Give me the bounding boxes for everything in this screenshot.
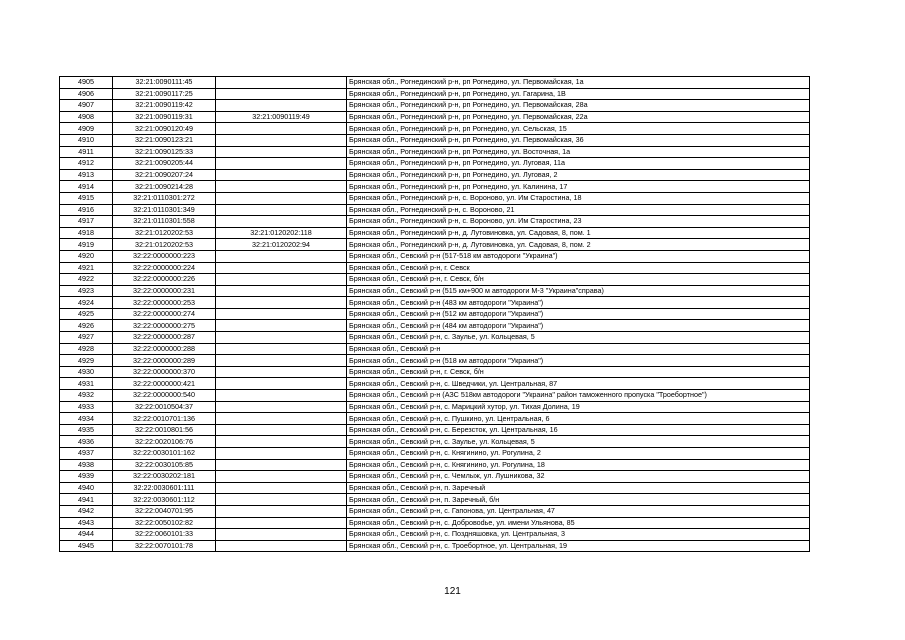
related-cadastral-number-cell (216, 413, 347, 425)
cadastral-number-cell: 32:22:0020106:76 (113, 436, 216, 448)
address-cell: Брянская обл., Севский р-н, с. Княгинино, ул. Рогулина, 18 (347, 459, 810, 471)
row-number-cell: 4925 (60, 308, 113, 320)
related-cadastral-number-cell (216, 378, 347, 390)
row-number-cell: 4928 (60, 343, 113, 355)
related-cadastral-number-cell (216, 505, 347, 517)
row-number-cell: 4921 (60, 262, 113, 274)
address-cell: Брянская обл., Севский р-н, г. Севск (347, 262, 810, 274)
cadastral-number-cell: 32:22:0000000:288 (113, 343, 216, 355)
cadastral-number-cell: 32:21:0120202:53 (113, 239, 216, 251)
cadastral-number-cell: 32:21:0090205:44 (113, 158, 216, 170)
address-cell: Брянская обл., Рогнединский р-н, с. Вороново, ул. Им Старостина, 18 (347, 192, 810, 204)
table-row (60, 366, 810, 378)
address-cell: Брянская обл., Рогнединский р-н, рп Рогнедино, ул. Первомайская, 28а (347, 100, 810, 112)
address-cell: Брянская обл., Рогнединский р-н, рп Рогнедино, ул. Калинина, 17 (347, 181, 810, 193)
row-number-cell: 4916 (60, 204, 113, 216)
row-number-cell: 4917 (60, 216, 113, 228)
table-row (60, 308, 810, 320)
table-row (60, 390, 810, 402)
cadastral-number-cell: 32:22:0060101:33 (113, 529, 216, 541)
related-cadastral-number-cell (216, 494, 347, 506)
cadastral-number-cell: 32:21:0090119:31 (113, 111, 216, 123)
table-row (60, 424, 810, 436)
address-cell: Брянская обл., Севский р-н (515 км+900 м автодороги М-3 "Украина"справа) (347, 285, 810, 297)
address-cell: Брянская обл., Севский р-н (517-518 км автодороги "Украина") (347, 250, 810, 262)
row-number-cell: 4920 (60, 250, 113, 262)
related-cadastral-number-cell (216, 320, 347, 332)
row-number-cell: 4937 (60, 448, 113, 460)
related-cadastral-number-cell (216, 436, 347, 448)
row-number-cell: 4930 (60, 366, 113, 378)
related-cadastral-number-cell (216, 482, 347, 494)
row-number-cell: 4910 (60, 134, 113, 146)
cadastral-number-cell: 32:21:0110301:272 (113, 192, 216, 204)
table-row (60, 88, 810, 100)
row-number-cell: 4911 (60, 146, 113, 158)
row-number-cell: 4912 (60, 158, 113, 170)
table-row (60, 227, 810, 239)
address-cell: Брянская обл., Рогнединский р-н, рп Рогнедино, ул. Восточная, 1а (347, 146, 810, 158)
address-cell: Брянская обл., Рогнединский р-н, рп Рогнедино, ул. Первомайская, 36 (347, 134, 810, 146)
address-cell: Брянская обл., Севский р-н, п. Заречный, б/н (347, 494, 810, 506)
related-cadastral-number-cell (216, 192, 347, 204)
address-cell: Брянская обл., Севский р-н, г. Севск, б/н (347, 366, 810, 378)
cadastral-number-cell: 32:22:0070101:78 (113, 540, 216, 552)
related-cadastral-number-cell (216, 332, 347, 344)
address-cell: Брянская обл., Севский р-н, с. Пушкино, ул. Центральная, 6 (347, 413, 810, 425)
table-row (60, 134, 810, 146)
related-cadastral-number-cell (216, 343, 347, 355)
row-number-cell: 4914 (60, 181, 113, 193)
table-row (60, 448, 810, 460)
address-cell: Брянская обл., Севский р-н, с. Марицкий хутор, ул. Тихая Долина, 19 (347, 401, 810, 413)
row-number-cell: 4927 (60, 332, 113, 344)
address-cell: Брянская обл., Севский р-н, с. Добровоdье, ул. имени Ульянова, 85 (347, 517, 810, 529)
row-number-cell: 4906 (60, 88, 113, 100)
cadastral-number-cell: 32:22:0000000:226 (113, 274, 216, 286)
related-cadastral-number-cell (216, 448, 347, 460)
table-row (60, 401, 810, 413)
row-number-cell: 4918 (60, 227, 113, 239)
related-cadastral-number-cell: 32:21:0090119:49 (216, 111, 347, 123)
cadastral-number-cell: 32:22:0030601:112 (113, 494, 216, 506)
related-cadastral-number-cell (216, 308, 347, 320)
table-row (60, 355, 810, 367)
row-number-cell: 4907 (60, 100, 113, 112)
address-cell: Брянская обл., Рогнединский р-н, д. Лутовиновка, ул. Садовая, 8, пом. 2 (347, 239, 810, 251)
address-cell: Брянская обл., Севский р-н (512 км автодороги "Украина") (347, 308, 810, 320)
address-cell: Брянская обл., Рогнединский р-н, рп Рогнедино, ул. Гагарина, 1В (347, 88, 810, 100)
address-cell: Брянская обл., Севский р-н, с. Чемлыж, ул. Лушникова, 32 (347, 471, 810, 483)
cadastral-number-cell: 32:22:0030105:85 (113, 459, 216, 471)
row-number-cell: 4942 (60, 505, 113, 517)
row-number-cell: 4941 (60, 494, 113, 506)
cadastral-number-cell: 32:21:0120202:53 (113, 227, 216, 239)
address-cell: Брянская обл., Севский р-н (347, 343, 810, 355)
related-cadastral-number-cell (216, 274, 347, 286)
table-row (60, 274, 810, 286)
related-cadastral-number-cell (216, 471, 347, 483)
page-number: 121 (444, 586, 461, 597)
table-row (60, 529, 810, 541)
address-cell: Брянская обл., Севский р-н, с. Березсток, ул. Центральная, 16 (347, 424, 810, 436)
related-cadastral-number-cell (216, 366, 347, 378)
related-cadastral-number-cell (216, 285, 347, 297)
cadastral-number-cell: 32:22:0000000:287 (113, 332, 216, 344)
address-cell: Брянская обл., Севский р-н, г. Севск, б/н (347, 274, 810, 286)
cadastral-number-cell: 32:22:0000000:540 (113, 390, 216, 402)
row-number-cell: 4922 (60, 274, 113, 286)
cadastral-number-cell: 32:21:0110301:558 (113, 216, 216, 228)
row-number-cell: 4924 (60, 297, 113, 309)
cadastral-number-cell: 32:22:0030101:162 (113, 448, 216, 460)
related-cadastral-number-cell (216, 123, 347, 135)
related-cadastral-number-cell: 32:21:0120202:94 (216, 239, 347, 251)
cadastral-number-cell: 32:22:0000000:370 (113, 366, 216, 378)
table-row (60, 192, 810, 204)
table-row (60, 343, 810, 355)
cadastral-number-cell: 32:21:0090120:49 (113, 123, 216, 135)
row-number-cell: 4908 (60, 111, 113, 123)
table-row (60, 471, 810, 483)
address-cell: Брянская обл., Севский р-н, с. Шведчики, ул. Центральная, 87 (347, 378, 810, 390)
cadastral-number-cell: 32:22:0000000:224 (113, 262, 216, 274)
table-row (60, 505, 810, 517)
row-number-cell: 4932 (60, 390, 113, 402)
address-cell: Брянская обл., Севский р-н, п. Заречный (347, 482, 810, 494)
address-cell: Брянская обл., Севский р-н, с. Поздняшовка, ул. Центральная, 3 (347, 529, 810, 541)
table-row (60, 320, 810, 332)
table-row (60, 204, 810, 216)
table-row (60, 77, 810, 89)
row-number-cell: 4923 (60, 285, 113, 297)
row-number-cell: 4909 (60, 123, 113, 135)
table-row (60, 436, 810, 448)
row-number-cell: 4940 (60, 482, 113, 494)
cadastral-number-cell: 32:21:0090117:25 (113, 88, 216, 100)
cadastral-number-cell: 32:22:0000000:253 (113, 297, 216, 309)
row-number-cell: 4919 (60, 239, 113, 251)
table-row (60, 250, 810, 262)
row-number-cell: 4936 (60, 436, 113, 448)
related-cadastral-number-cell (216, 540, 347, 552)
related-cadastral-number-cell (216, 216, 347, 228)
related-cadastral-number-cell (216, 424, 347, 436)
table-row (60, 413, 810, 425)
row-number-cell: 4943 (60, 517, 113, 529)
related-cadastral-number-cell (216, 297, 347, 309)
table-row (60, 181, 810, 193)
cadastral-number-cell: 32:22:0030601:111 (113, 482, 216, 494)
table-row (60, 332, 810, 344)
property-registry-table (59, 76, 810, 552)
address-cell: Брянская обл., Севский р-н (483 км автодороги "Украина") (347, 297, 810, 309)
table-row (60, 158, 810, 170)
cadastral-number-cell: 32:22:0050102:82 (113, 517, 216, 529)
cadastral-number-cell: 32:21:0090123:21 (113, 134, 216, 146)
related-cadastral-number-cell (216, 169, 347, 181)
cadastral-number-cell: 32:22:0010504:37 (113, 401, 216, 413)
row-number-cell: 4935 (60, 424, 113, 436)
table-row (60, 378, 810, 390)
table-row (60, 517, 810, 529)
cadastral-number-cell: 32:22:0000000:231 (113, 285, 216, 297)
cadastral-number-cell: 32:22:0000000:275 (113, 320, 216, 332)
address-cell: Брянская обл., Рогнединский р-н, рп Рогнедино, ул. Луговая, 2 (347, 169, 810, 181)
table-row (60, 285, 810, 297)
address-cell: Брянская обл., Рогнединский р-н, д. Лутовиновка, ул. Садовая, 8, пом. 1 (347, 227, 810, 239)
cadastral-number-cell: 32:22:0000000:274 (113, 308, 216, 320)
table-row (60, 262, 810, 274)
related-cadastral-number-cell (216, 390, 347, 402)
related-cadastral-number-cell (216, 262, 347, 274)
related-cadastral-number-cell (216, 181, 347, 193)
row-number-cell: 4926 (60, 320, 113, 332)
cadastral-number-cell: 32:22:0000000:223 (113, 250, 216, 262)
related-cadastral-number-cell (216, 158, 347, 170)
row-number-cell: 4905 (60, 77, 113, 89)
related-cadastral-number-cell: 32:21:0120202:118 (216, 227, 347, 239)
table-row (60, 540, 810, 552)
related-cadastral-number-cell (216, 146, 347, 158)
cadastral-number-cell: 32:22:0010801:56 (113, 424, 216, 436)
related-cadastral-number-cell (216, 77, 347, 89)
cadastral-number-cell: 32:22:0030202:181 (113, 471, 216, 483)
address-cell: Брянская обл., Рогнединский р-н, с. Вороново, 21 (347, 204, 810, 216)
cadastral-number-cell: 32:21:0090119:42 (113, 100, 216, 112)
related-cadastral-number-cell (216, 401, 347, 413)
table-row (60, 100, 810, 112)
table-row (60, 239, 810, 251)
cadastral-number-cell: 32:21:0090125:33 (113, 146, 216, 158)
table-row (60, 216, 810, 228)
table-row (60, 123, 810, 135)
row-number-cell: 4939 (60, 471, 113, 483)
cadastral-number-cell: 32:21:0090207:24 (113, 169, 216, 181)
cadastral-number-cell: 32:21:0090111:45 (113, 77, 216, 89)
row-number-cell: 4944 (60, 529, 113, 541)
address-cell: Брянская обл., Рогнединский р-н, с. Вороново, ул. Им Старостина, 23 (347, 216, 810, 228)
related-cadastral-number-cell (216, 204, 347, 216)
cadastral-number-cell: 32:22:0010701:136 (113, 413, 216, 425)
related-cadastral-number-cell (216, 529, 347, 541)
address-cell: Брянская обл., Севский р-н, с. Троебортное, ул. Центральная, 19 (347, 540, 810, 552)
related-cadastral-number-cell (216, 100, 347, 112)
table-row (60, 459, 810, 471)
registry-table-body (60, 77, 810, 552)
address-cell: Брянская обл., Севский р-н, с. Заулье, ул. Кольцевая, 5 (347, 436, 810, 448)
address-cell: Брянская обл., Севский р-н (484 км автодороги "Украина") (347, 320, 810, 332)
related-cadastral-number-cell (216, 134, 347, 146)
row-number-cell: 4931 (60, 378, 113, 390)
row-number-cell: 4945 (60, 540, 113, 552)
address-cell: Брянская обл., Севский р-н (518 км автодороги "Украина") (347, 355, 810, 367)
cadastral-number-cell: 32:22:0000000:421 (113, 378, 216, 390)
related-cadastral-number-cell (216, 355, 347, 367)
address-cell: Брянская обл., Севский р-н, с. Гапонова, ул. Центральная, 47 (347, 505, 810, 517)
table-row (60, 111, 810, 123)
table-row (60, 169, 810, 181)
row-number-cell: 4934 (60, 413, 113, 425)
row-number-cell: 4913 (60, 169, 113, 181)
related-cadastral-number-cell (216, 517, 347, 529)
related-cadastral-number-cell (216, 250, 347, 262)
row-number-cell: 4915 (60, 192, 113, 204)
related-cadastral-number-cell (216, 459, 347, 471)
cadastral-number-cell: 32:22:0040701:95 (113, 505, 216, 517)
cadastral-number-cell: 32:21:0090214:28 (113, 181, 216, 193)
table-row (60, 482, 810, 494)
address-cell: Брянская обл., Рогнединский р-н, рп Рогнедино, ул. Первомайская, 22а (347, 111, 810, 123)
row-number-cell: 4938 (60, 459, 113, 471)
cadastral-number-cell: 32:22:0000000:289 (113, 355, 216, 367)
address-cell: Брянская обл., Севский р-н, с. Княгинино, ул. Рогулина, 2 (347, 448, 810, 460)
row-number-cell: 4933 (60, 401, 113, 413)
address-cell: Брянская обл., Севский р-н (АЗС 518км автодороги "Украина" район таможенного пропуска "Троебортное") (347, 390, 810, 402)
address-cell: Брянская обл., Рогнединский р-н, рп Рогнедино, ул. Первомайская, 1а (347, 77, 810, 89)
table-row (60, 494, 810, 506)
address-cell: Брянская обл., Севский р-н, с. Заулье, ул. Кольцевая, 5 (347, 332, 810, 344)
related-cadastral-number-cell (216, 88, 347, 100)
row-number-cell: 4929 (60, 355, 113, 367)
cadastral-number-cell: 32:21:0110301:349 (113, 204, 216, 216)
address-cell: Брянская обл., Рогнединский р-н, рп Рогнедино, ул. Сельская, 15 (347, 123, 810, 135)
table-row (60, 297, 810, 309)
address-cell: Брянская обл., Рогнединский р-н, рп Рогнедино, ул. Луговая, 11а (347, 158, 810, 170)
table-row (60, 146, 810, 158)
